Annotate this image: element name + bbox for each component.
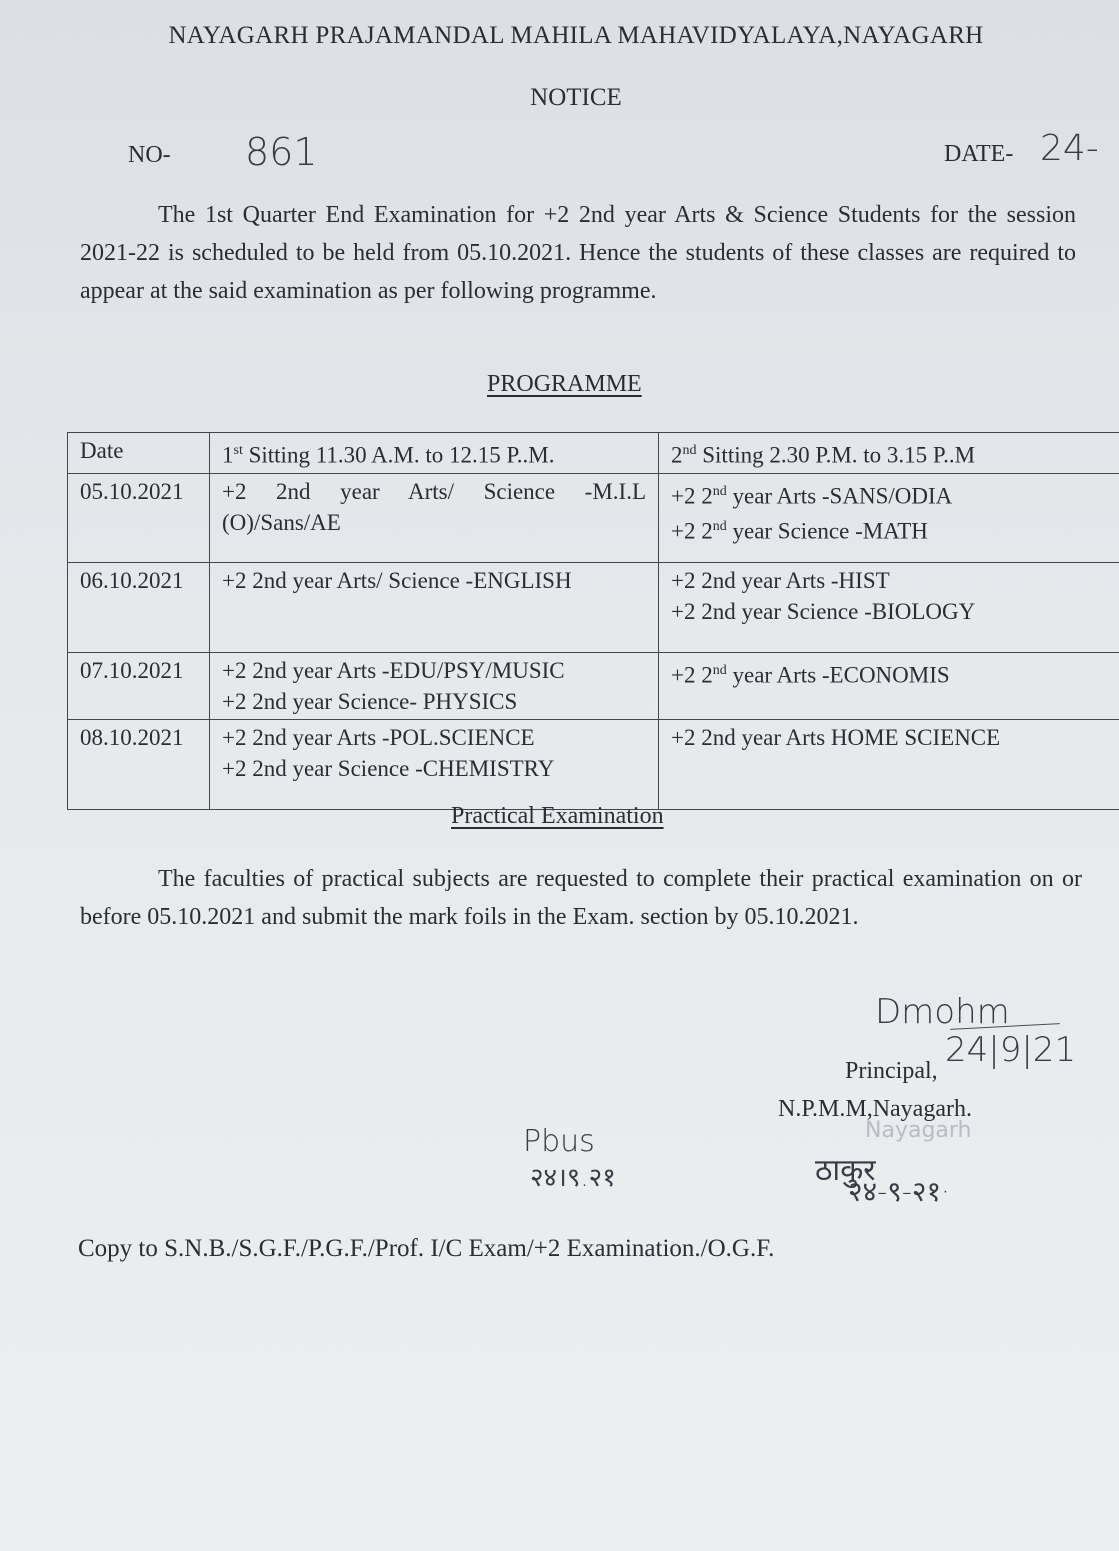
office-stamp: Nayagarh <box>865 1118 972 1143</box>
principal-title: Principal, <box>845 1058 938 1084</box>
table-row <box>68 652 1119 719</box>
row-second-sitting: +2 2nd year Arts -HIST +2 2nd year Science -BIOLOGY <box>659 562 1119 652</box>
intro-paragraph: The 1st Quarter End Examination for +2 2nd year Arts & Science Students for the session 2021-22 is scheduled to be held from 05.10.2021. Hence the students of these classes are required to appear at the said examination as per following programme. <box>80 202 1076 304</box>
table-row <box>68 562 1119 652</box>
table-header-row <box>68 433 1119 474</box>
row-second-sitting: +2 2nd year Arts -ECONOMIS <box>659 652 1119 719</box>
row-first-sitting: +2 2nd year Arts/ Science -ENGLISH <box>210 562 659 652</box>
row-date: 07.10.2021 <box>68 652 210 719</box>
notice-date-handwritten: 24- <box>1040 128 1099 169</box>
college-short-name: N.P.M.M,Nayagarh. <box>778 1096 972 1122</box>
row-first-sitting: +2 2nd year Arts -POL.SCIENCE +2 2nd year Science -CHEMISTRY <box>210 719 659 809</box>
notice-date-label: DATE- <box>944 141 1014 167</box>
table-row <box>68 719 1119 809</box>
row-first-sitting: +2 2nd year Arts/ Science -M.I.L (O)/Sans/AE <box>210 473 659 562</box>
practical-heading: Practical Examination <box>451 803 664 829</box>
institution-name: NAYAGARH PRAJAMANDAL MAHILA MAHAVIDYALAYA,NAYAGARH <box>168 22 984 49</box>
row-date: 05.10.2021 <box>68 473 210 562</box>
exam-schedule-table <box>67 432 1119 810</box>
table-row <box>68 473 1119 562</box>
countersignature: ठाकुर <box>815 1153 876 1188</box>
row-first-sitting: +2 2nd year Arts -EDU/PSY/MUSIC +2 2nd year Science- PHYSICS <box>210 652 659 719</box>
notice-number-handwritten: 861 <box>245 130 318 174</box>
copy-to-line: Copy to S.N.B./S.G.F./P.G.F./Prof. I/C Exam/+2 Examination./O.G.F. <box>78 1235 775 1262</box>
header-first-sitting: 1st Sitting 11.30 A.M. to 12.15 P..M. <box>210 433 659 474</box>
practical-paragraph: The faculties of practical subjects are requested to complete their practical examination on or before 05.10.2021 and submit the mark foils in the Exam. section by 05.10.2021. <box>80 866 1082 930</box>
header-date: Date <box>68 433 210 474</box>
row-date: 08.10.2021 <box>68 719 210 809</box>
row-second-sitting: +2 2nd year Arts -SANS/ODIA +2 2nd year Science -MATH <box>659 473 1119 562</box>
principal-signature: Dmohm <box>875 992 1010 1032</box>
initial-signature: Pbus <box>523 1124 595 1159</box>
notice-title: NOTICE <box>530 84 622 111</box>
row-second-sitting: +2 2nd year Arts HOME SCIENCE <box>659 719 1119 809</box>
principal-signature-date: 24|9|21 <box>945 1030 1077 1070</box>
programme-heading: PROGRAMME <box>487 371 642 397</box>
initial-signature-date: २४।९.२१ <box>530 1163 616 1193</box>
row-date: 06.10.2021 <box>68 562 210 652</box>
header-second-sitting: 2nd Sitting 2.30 P.M. to 3.15 P..M <box>659 433 1119 474</box>
notice-number-label: NO- <box>128 142 171 168</box>
countersignature-date: २४-९-२१· <box>848 1175 950 1208</box>
